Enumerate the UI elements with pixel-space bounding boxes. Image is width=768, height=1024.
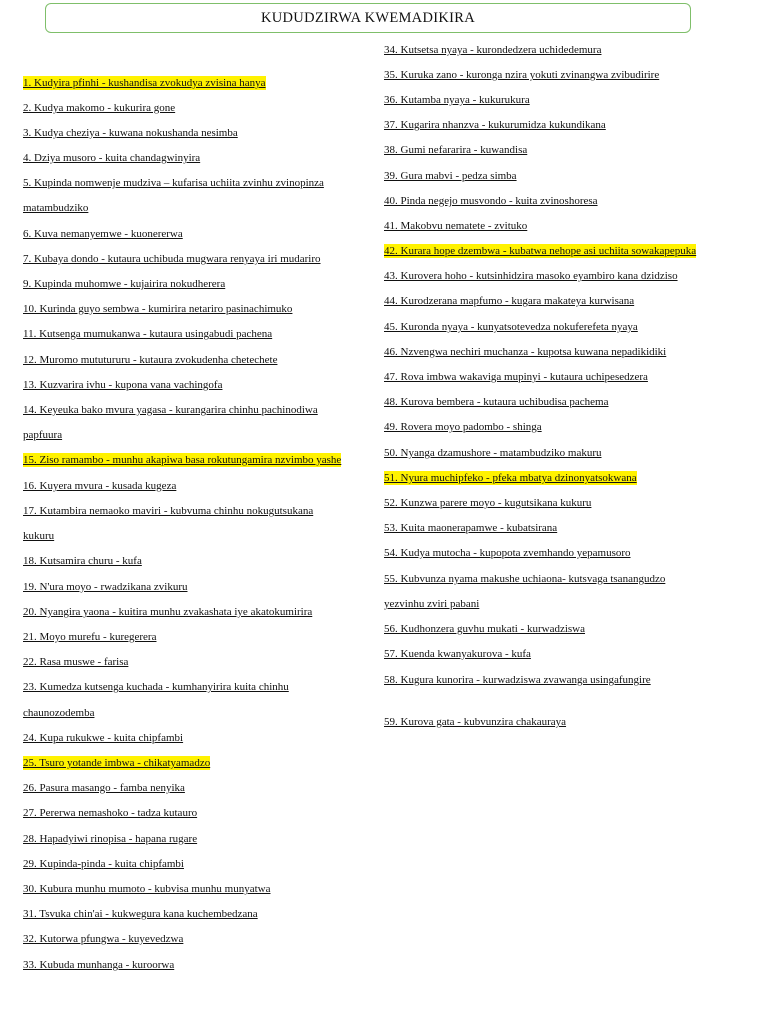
list-item: 30. Kubura munhu mumoto - kubvisa munhu munyatwa [23, 883, 271, 895]
list-item: 32. Kutorwa pfungwa - kuyevedzwa [23, 933, 184, 945]
list-item: 19. N'ura moyo - rwadzikana zvikuru [23, 581, 188, 593]
list-item: 15. Ziso ramambo - munhu akapiwa basa rokutungamira nzvimbo yashe [23, 454, 342, 466]
list-item: 49. Rovera moyo padombo - shinga [384, 421, 542, 433]
list-item: 44. Kurodzerana mapfumo - kugara makateya kurwisana [384, 295, 635, 307]
list-item: kukuru [23, 530, 55, 542]
list-item: 45. Kuronda nyaya - kunyatsotevedza nokuferefeta nyaya [384, 321, 638, 333]
list-item: 34. Kutsetsa nyaya - kurondedzera uchidedemura [384, 44, 602, 56]
list-item: 3. Kudya cheziya - kuwana nokushanda nesimba [23, 127, 238, 139]
list-item: 27. Pererwa nemashoko - tadza kutauro [23, 807, 198, 819]
list-item: 58. Kugura kunorira - kurwadziswa zvawanga usingafungire [384, 674, 651, 686]
page-title-box [45, 3, 691, 33]
list-item: 36. Kutamba nyaya - kukurukura [384, 94, 530, 106]
list-item: 42. Kurara hope dzembwa - kubatwa nehope asi uchiita sowakapepuka [384, 245, 697, 257]
list-item: 29. Kupinda-pinda - kuita chipfambi [23, 858, 184, 870]
list-item: 37. Kugarira nhanzva - kukurumidza kukundikana [384, 119, 606, 131]
list-item: 20. Nyangira yaona - kuitira munhu zvakashata iye akatokumirira [23, 606, 313, 618]
list-item: 13. Kuzvarira ivhu - kupona vana vachingofa [23, 379, 223, 391]
list-item: 47. Rova imbwa wakaviga mupinyi - kutaura uchipesedzera [384, 371, 648, 383]
list-item: 21. Moyo murefu - kuregerera [23, 631, 157, 643]
list-item: 6. Kuva nemanyemwe - kuonererwa [23, 228, 183, 240]
list-item: matambudziko [23, 202, 89, 214]
list-item: 14. Keyeuka bako mvura yagasa - kurangarira chinhu pachinodiwa [23, 404, 318, 416]
list-item: 41. Makobvu nematete - zvituko [384, 220, 528, 232]
list-item: 50. Nyanga dzamushore - matambudziko makuru [384, 447, 602, 459]
list-item: 28. Hapadyiwi rinopisa - hapana rugare [23, 833, 198, 845]
list-item: 26. Pasura masango - famba nenyika [23, 782, 185, 794]
list-item: 31. Tsvuka chin'ai - kukwegura kana kuchembedzana [23, 908, 258, 920]
list-item: 54. Kudya mutocha - kupopota zvemhando yepamusoro [384, 547, 631, 559]
list-item: 40. Pinda negejo musvondo - kuita zvinoshoresa [384, 195, 598, 207]
list-item: 51. Nyura muchipfeko - pfeka mbatya dzinonyatsokwana [384, 472, 637, 484]
list-item: yezvinhu zviri pabani [384, 598, 480, 610]
list-item: 43. Kurovera hoho - kutsinhidzira masoko eyambiro kana dzidziso [384, 270, 678, 282]
list-item: 25. Tsuro yotande imbwa - chikatyamadzo [23, 757, 211, 769]
list-item: 11. Kutsenga mumukanwa - kutaura usingabudi pachena [23, 328, 273, 340]
list-item: 55. Kubvunza nyama makushe uchiaona- kutsvaga tsanangudzo [384, 573, 666, 585]
list-item: 23. Kumedza kutsenga kuchada - kumhanyirira kuita chinhu [23, 681, 289, 693]
list-item: 46. Nzvengwa nechiri muchanza - kupotsa kuwana nepadikidiki [384, 346, 667, 358]
list-item: 52. Kunzwa parere moyo - kugutsikana kukuru [384, 497, 592, 509]
list-item: 59. Kurova gata - kubvunzira chakauraya [384, 716, 567, 728]
list-item: chaunozodemba [23, 707, 95, 719]
list-item: 12. Muromo mututururu - kutaura zvokudenha chetechete [23, 354, 278, 366]
list-item: 39. Gura mabvi - pedza simba [384, 170, 517, 182]
list-item: 48. Kurova bembera - kutaura uchibudisa pachema [384, 396, 609, 408]
list-item: 9. Kupinda muhomwe - kujairira nokudherera [23, 278, 226, 290]
list-item: 4. Dziya musoro - kuita chandagwinyira [23, 152, 201, 164]
list-item: 24. Kupa rukukwe - kuita chipfambi [23, 732, 184, 744]
list-item: 10. Kurinda guyo sembwa - kumirira netariro pasinachimuko [23, 303, 293, 315]
list-item: 56. Kudhonzera guvhu mukati - kurwadziswa [384, 623, 586, 635]
page-title: KUDUDZIRWA KWEMADIKIRA [260, 9, 475, 26]
list-item: 22. Rasa muswe - farisa [23, 656, 129, 668]
list-item: 16. Kuyera mvura - kusada kugeza [23, 480, 177, 492]
list-item: 5. Kupinda nomwenje mudziva – kufarisa uchiita zvinhu zvinopinza [23, 177, 324, 189]
list-item: 38. Gumi nefararira - kuwandisa [384, 144, 528, 156]
list-item: 33. Kubuda munhanga - kuroorwa [23, 959, 175, 971]
list-item: 57. Kuenda kwanyakurova - kufa [384, 648, 531, 660]
list-item: 2. Kudya makomo - kukurira gone [23, 102, 176, 114]
list-item: 7. Kubaya dondo - kutaura uchibuda mugwara renyaya iri mudariro [23, 253, 321, 265]
list-item: 35. Kuruka zano - kuronga nzira yokuti zvinangwa zvibudirire [384, 69, 660, 81]
list-item: 53. Kuita maonerapamwe - kubatsirana [384, 522, 558, 534]
list-item: 17. Kutambira nemaoko maviri - kubvuma chinhu nokugutsukana [23, 505, 314, 517]
list-item: 1. Kudyira pfinhi - kushandisa zvokudya zvisina hanya [23, 77, 266, 89]
list-item: papfuura [23, 429, 63, 441]
list-item: 18. Kutsamira churu - kufa [23, 555, 142, 567]
